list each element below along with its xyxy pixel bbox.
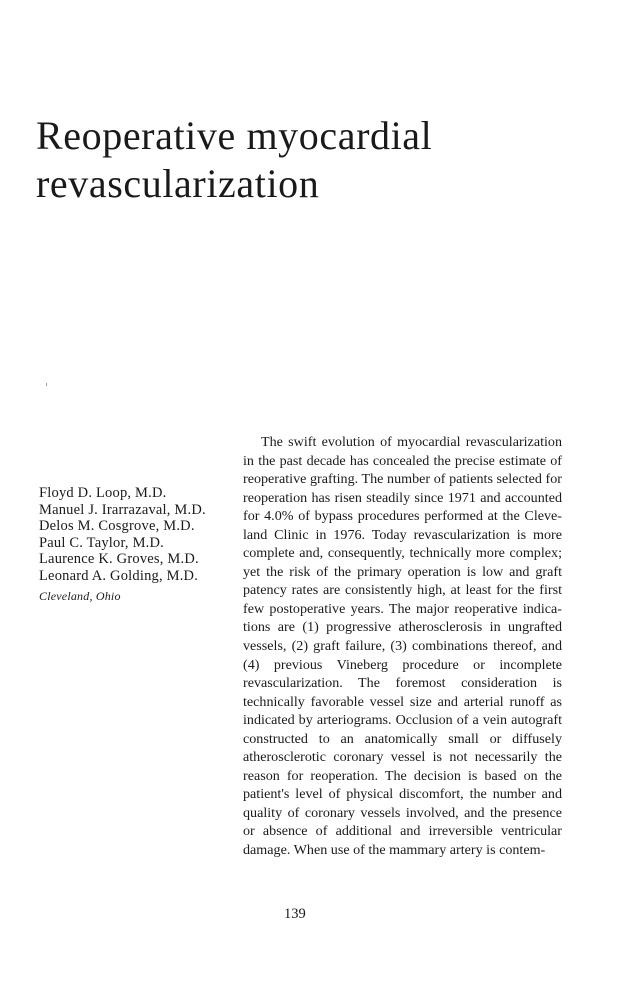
title-line-1: Reoperative myocardial [36, 113, 433, 158]
author-name: Manuel J. Irarrazaval, M.D. [39, 501, 206, 518]
author-name: Paul C. Taylor, M.D. [39, 534, 164, 551]
scan-speck [46, 383, 47, 386]
author-name: Leonard A. Golding, M.D. [39, 567, 199, 584]
author-list [39, 485, 239, 604]
author-name: Floyd D. Loop, M.D. [39, 485, 167, 501]
article-title [36, 112, 596, 208]
page-number: 139 [284, 906, 306, 922]
author-name: Delos M. Cosgrove, M.D. [39, 518, 195, 535]
author-location: Cleveland, Ohio [39, 588, 121, 603]
title-line-2: revascularization [36, 161, 320, 206]
body-paragraph: The swift evolution of myocardial revascularization in the past decade has concealed the precise estimate of reoperative grafting. The number of patients selected for reoperation has risen steadily since 1971 and accounted for 4.0% of bypass procedures performed at the Cleveland Clinic in 1976. Today revascularization is more complete and, consequently, technically more complex; yet the risk of the primary operation is low and graft patency rates are consistently high, at least for the first few postoperative years. The major reoperative indications are (1) progressive atherosclerosis in ungrafted vessels, (2) graft failure, (3) combinations thereof, and (4) previous Vineberg procedure or incomplete revascularization. The foremost consideration is technically favorable vessel size and arterial runoff as indicated by arteriograms. Occlusion of a vein autograft constructed to an anatomically small or diffusely atherosclerotic coronary vessel is not necessarily the reason for reoperation. The decision is based on the patient's level of physical discomfort, the number and quality of coronary vessels involved, and the presence or absence of additional and irreversible ventricular damage. When use of the mammary artery is contem- [243, 434, 562, 859]
author-name: Laurence K. Groves, M.D. [39, 551, 199, 568]
